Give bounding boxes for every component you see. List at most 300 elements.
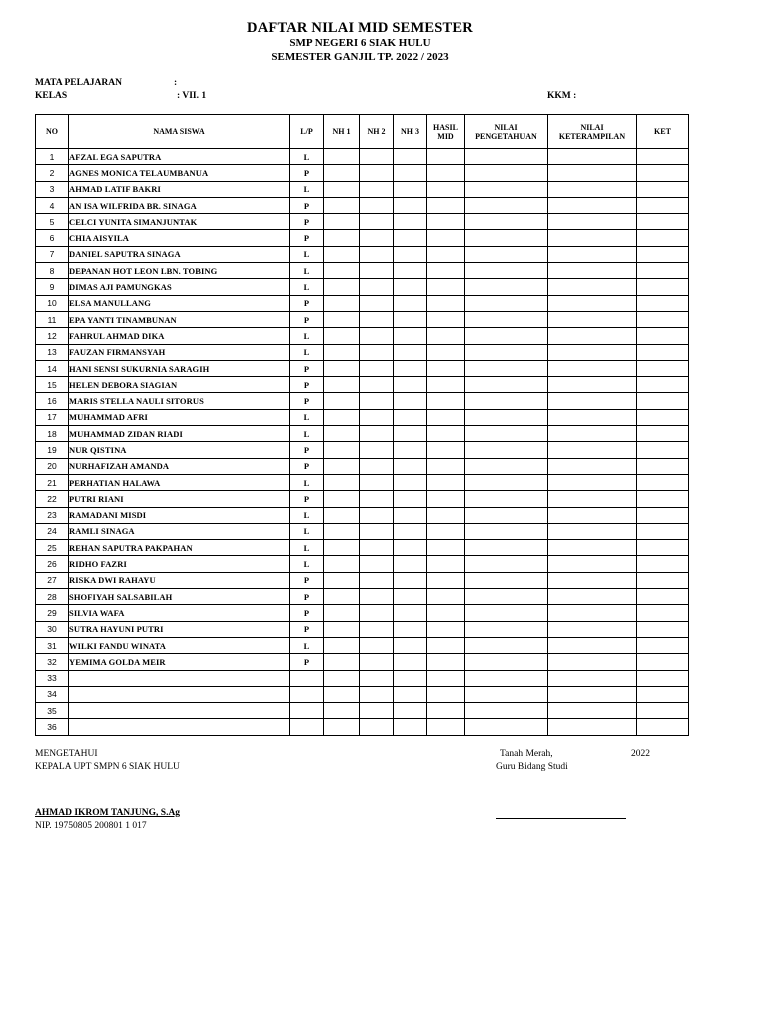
student-gender: P	[290, 165, 324, 181]
student-name: HANI SENSI SUKURNIA SARAGIH	[69, 360, 290, 376]
table-row	[36, 523, 689, 539]
subject-separator: :	[174, 78, 178, 88]
hasil-mid-cell	[427, 556, 465, 572]
nh2-cell	[360, 311, 394, 327]
ket-cell	[637, 491, 689, 507]
student-gender: L	[290, 540, 324, 556]
nh3-cell	[394, 654, 427, 670]
kkm-label: KKM :	[547, 91, 577, 101]
hasil-mid-cell	[427, 670, 465, 686]
principal-title: KEPALA UPT SMPN 6 SIAK HULU	[35, 762, 180, 772]
pengetahuan-cell	[465, 279, 548, 295]
nh2-cell	[360, 442, 394, 458]
hasil-mid-cell	[427, 703, 465, 719]
nh3-cell	[394, 572, 427, 588]
nh2-cell	[360, 165, 394, 181]
student-gender: L	[290, 523, 324, 539]
nh1-cell	[324, 719, 360, 735]
student-name: ELSA MANULLANG	[69, 295, 290, 311]
table-row	[36, 670, 689, 686]
ket-cell	[637, 556, 689, 572]
ket-cell	[637, 540, 689, 556]
hasil-mid-cell	[427, 393, 465, 409]
table-row	[36, 165, 689, 181]
row-number: 32	[36, 654, 69, 670]
student-gender: P	[290, 197, 324, 213]
keterampilan-cell	[548, 311, 637, 327]
header-nh1: NH 1	[324, 115, 360, 149]
student-name: RAMADANI MISDI	[69, 507, 290, 523]
hasil-mid-cell	[427, 621, 465, 637]
nh1-cell	[324, 572, 360, 588]
keterampilan-cell	[548, 149, 637, 165]
nh3-cell	[394, 703, 427, 719]
table-row	[36, 149, 689, 165]
document-title: DAFTAR NILAI MID SEMESTER	[247, 20, 473, 36]
date-year: 2022	[631, 749, 650, 759]
nh1-cell	[324, 686, 360, 702]
header-lp: L/P	[290, 115, 324, 149]
pengetahuan-cell	[465, 621, 548, 637]
student-name: MARIS STELLA NAULI SITORUS	[69, 393, 290, 409]
ket-cell	[637, 670, 689, 686]
row-number: 4	[36, 197, 69, 213]
keterampilan-cell	[548, 474, 637, 490]
student-name: NUR QISTINA	[69, 442, 290, 458]
table-row	[36, 507, 689, 523]
hasil-mid-cell	[427, 409, 465, 425]
row-number: 24	[36, 523, 69, 539]
nh1-cell	[324, 377, 360, 393]
nh1-cell	[324, 442, 360, 458]
table-row	[36, 377, 689, 393]
pengetahuan-cell	[465, 556, 548, 572]
ket-cell	[637, 181, 689, 197]
row-number: 2	[36, 165, 69, 181]
row-number: 8	[36, 263, 69, 279]
student-gender: P	[290, 311, 324, 327]
row-number: 6	[36, 230, 69, 246]
nh2-cell	[360, 181, 394, 197]
keterampilan-cell	[548, 344, 637, 360]
nh2-cell	[360, 572, 394, 588]
pengetahuan-cell	[465, 654, 548, 670]
pengetahuan-cell	[465, 214, 548, 230]
nh2-cell	[360, 540, 394, 556]
nh1-cell	[324, 409, 360, 425]
student-gender: P	[290, 230, 324, 246]
nh1-cell	[324, 263, 360, 279]
nh1-cell	[324, 393, 360, 409]
row-number: 15	[36, 377, 69, 393]
nh1-cell	[324, 605, 360, 621]
table-row	[36, 409, 689, 425]
header-keterampilan-line1: NILAI	[580, 122, 604, 132]
student-name: FAUZAN FIRMANSYAH	[69, 344, 290, 360]
student-name	[69, 719, 290, 735]
student-name: HELEN DEBORA SIAGIAN	[69, 377, 290, 393]
hasil-mid-cell	[427, 637, 465, 653]
nh1-cell	[324, 181, 360, 197]
ket-cell	[637, 263, 689, 279]
nh3-cell	[394, 589, 427, 605]
ket-cell	[637, 686, 689, 702]
table-row	[36, 442, 689, 458]
hasil-mid-cell	[427, 295, 465, 311]
nh2-cell	[360, 556, 394, 572]
nh3-cell	[394, 165, 427, 181]
keterampilan-cell	[548, 605, 637, 621]
row-number: 23	[36, 507, 69, 523]
nh2-cell	[360, 605, 394, 621]
nh2-cell	[360, 279, 394, 295]
ket-cell	[637, 246, 689, 262]
nh3-cell	[394, 149, 427, 165]
hasil-mid-cell	[427, 719, 465, 735]
nh2-cell	[360, 214, 394, 230]
pengetahuan-cell	[465, 409, 548, 425]
teacher-title: Guru Bidang Studi	[496, 762, 568, 772]
nh3-cell	[394, 491, 427, 507]
row-number: 3	[36, 181, 69, 197]
pengetahuan-cell	[465, 344, 548, 360]
semester-label: SEMESTER GANJIL TP. 2022 / 2023	[271, 51, 449, 63]
table-row	[36, 214, 689, 230]
hasil-mid-cell	[427, 686, 465, 702]
nh1-cell	[324, 214, 360, 230]
hasil-mid-cell	[427, 540, 465, 556]
keterampilan-cell	[548, 295, 637, 311]
nh3-cell	[394, 311, 427, 327]
student-gender	[290, 703, 324, 719]
nh2-cell	[360, 474, 394, 490]
hasil-mid-cell	[427, 214, 465, 230]
ket-cell	[637, 279, 689, 295]
student-name: SILVIA WAFA	[69, 605, 290, 621]
nh1-cell	[324, 670, 360, 686]
student-gender: L	[290, 556, 324, 572]
pengetahuan-cell	[465, 426, 548, 442]
row-number: 14	[36, 360, 69, 376]
ket-cell	[637, 214, 689, 230]
keterampilan-cell	[548, 589, 637, 605]
nh2-cell	[360, 328, 394, 344]
student-gender: L	[290, 409, 324, 425]
table-row	[36, 556, 689, 572]
student-name: REHAN SAPUTRA PAKPAHAN	[69, 540, 290, 556]
student-name: NURHAFIZAH AMANDA	[69, 458, 290, 474]
keterampilan-cell	[548, 491, 637, 507]
keterampilan-cell	[548, 165, 637, 181]
table-row	[36, 197, 689, 213]
nh3-cell	[394, 344, 427, 360]
row-number: 28	[36, 589, 69, 605]
nh2-cell	[360, 719, 394, 735]
keterampilan-cell	[548, 393, 637, 409]
student-gender: L	[290, 246, 324, 262]
student-name: DIMAS AJI PAMUNGKAS	[69, 279, 290, 295]
nh2-cell	[360, 263, 394, 279]
pengetahuan-cell	[465, 311, 548, 327]
header-pengetahuan-line1: NILAI	[494, 122, 518, 132]
nh3-cell	[394, 360, 427, 376]
pengetahuan-cell	[465, 246, 548, 262]
row-number: 31	[36, 637, 69, 653]
student-gender: P	[290, 360, 324, 376]
nh2-cell	[360, 523, 394, 539]
class-value: : VII. 1	[177, 91, 207, 101]
ket-cell	[637, 507, 689, 523]
nh2-cell	[360, 507, 394, 523]
pengetahuan-cell	[465, 458, 548, 474]
row-number: 13	[36, 344, 69, 360]
row-number: 16	[36, 393, 69, 409]
nh2-cell	[360, 246, 394, 262]
nh2-cell	[360, 344, 394, 360]
hasil-mid-cell	[427, 311, 465, 327]
student-name: DANIEL SAPUTRA SINAGA	[69, 246, 290, 262]
row-number: 12	[36, 328, 69, 344]
hasil-mid-cell	[427, 474, 465, 490]
table-row	[36, 491, 689, 507]
pengetahuan-cell	[465, 474, 548, 490]
row-number: 30	[36, 621, 69, 637]
nh3-cell	[394, 474, 427, 490]
acknowledge-label: MENGETAHUI	[35, 749, 98, 759]
table-body	[36, 149, 689, 736]
keterampilan-cell	[548, 654, 637, 670]
hasil-mid-cell	[427, 165, 465, 181]
ket-cell	[637, 654, 689, 670]
hasil-mid-cell	[427, 589, 465, 605]
header-pengetahuan-line2: PENGETAHUAN	[475, 131, 537, 141]
nh3-cell	[394, 295, 427, 311]
student-name: MUHAMMAD AFRI	[69, 409, 290, 425]
principal-name: AHMAD IKROM TANJUNG, S.Ag	[35, 808, 181, 818]
student-name: FAHRUL AHMAD DIKA	[69, 328, 290, 344]
pengetahuan-cell	[465, 703, 548, 719]
nh1-cell	[324, 491, 360, 507]
nh2-cell	[360, 409, 394, 425]
student-name: AGNES MONICA TELAUMBANUA	[69, 165, 290, 181]
ket-cell	[637, 703, 689, 719]
nh1-cell	[324, 589, 360, 605]
table-row	[36, 572, 689, 588]
row-number: 19	[36, 442, 69, 458]
nh1-cell	[324, 149, 360, 165]
nh3-cell	[394, 214, 427, 230]
nh3-cell	[394, 686, 427, 702]
nh3-cell	[394, 637, 427, 653]
header-nilai-keterampilan	[548, 115, 637, 149]
nh1-cell	[324, 246, 360, 262]
ket-cell	[637, 426, 689, 442]
nh1-cell	[324, 523, 360, 539]
student-gender: L	[290, 149, 324, 165]
nh3-cell	[394, 181, 427, 197]
ket-cell	[637, 458, 689, 474]
hasil-mid-cell	[427, 246, 465, 262]
nh2-cell	[360, 149, 394, 165]
keterampilan-cell	[548, 181, 637, 197]
student-gender: P	[290, 377, 324, 393]
keterampilan-cell	[548, 426, 637, 442]
pengetahuan-cell	[465, 523, 548, 539]
nh1-cell	[324, 165, 360, 181]
ket-cell	[637, 165, 689, 181]
student-gender: P	[290, 654, 324, 670]
student-name	[69, 686, 290, 702]
teacher-signature-line	[496, 818, 626, 819]
row-number: 1	[36, 149, 69, 165]
nh3-cell	[394, 670, 427, 686]
nh1-cell	[324, 230, 360, 246]
student-gender: P	[290, 589, 324, 605]
ket-cell	[637, 523, 689, 539]
hasil-mid-cell	[427, 523, 465, 539]
keterampilan-cell	[548, 703, 637, 719]
pengetahuan-cell	[465, 377, 548, 393]
student-name	[69, 703, 290, 719]
ket-cell	[637, 474, 689, 490]
nh2-cell	[360, 654, 394, 670]
nh1-cell	[324, 279, 360, 295]
table-row	[36, 621, 689, 637]
nh2-cell	[360, 670, 394, 686]
hasil-mid-cell	[427, 344, 465, 360]
subject-label: MATA PELAJARAN	[35, 78, 122, 88]
table-row	[36, 686, 689, 702]
hasil-mid-cell	[427, 279, 465, 295]
keterampilan-cell	[548, 214, 637, 230]
student-gender	[290, 670, 324, 686]
header-keterampilan-line2: KETERAMPILAN	[558, 131, 626, 141]
header-hasil-mid	[427, 115, 465, 149]
ket-cell	[637, 377, 689, 393]
hasil-mid-cell	[427, 181, 465, 197]
keterampilan-cell	[548, 621, 637, 637]
school-name: SMP NEGERI 6 SIAK HULU	[289, 37, 431, 49]
keterampilan-cell	[548, 572, 637, 588]
row-number: 26	[36, 556, 69, 572]
ket-cell	[637, 149, 689, 165]
student-name: AFZAL EGA SAPUTRA	[69, 149, 290, 165]
ket-cell	[637, 360, 689, 376]
row-number: 5	[36, 214, 69, 230]
nh2-cell	[360, 295, 394, 311]
nh3-cell	[394, 197, 427, 213]
table-row	[36, 426, 689, 442]
nh3-cell	[394, 507, 427, 523]
nh3-cell	[394, 621, 427, 637]
table-row	[36, 589, 689, 605]
nh1-cell	[324, 474, 360, 490]
nh2-cell	[360, 637, 394, 653]
keterampilan-cell	[548, 442, 637, 458]
hasil-mid-cell	[427, 197, 465, 213]
row-number: 20	[36, 458, 69, 474]
pengetahuan-cell	[465, 540, 548, 556]
nh3-cell	[394, 458, 427, 474]
nh3-cell	[394, 377, 427, 393]
ket-cell	[637, 442, 689, 458]
nh1-cell	[324, 311, 360, 327]
student-gender: P	[290, 442, 324, 458]
nh1-cell	[324, 360, 360, 376]
pengetahuan-cell	[465, 181, 548, 197]
nh3-cell	[394, 442, 427, 458]
nh3-cell	[394, 246, 427, 262]
student-gender: P	[290, 572, 324, 588]
row-number: 7	[36, 246, 69, 262]
student-gender: P	[290, 491, 324, 507]
student-name: RIDHO FAZRI	[69, 556, 290, 572]
hasil-mid-cell	[427, 230, 465, 246]
student-name: WILKI FANDU WINATA	[69, 637, 290, 653]
student-name: DEPANAN HOT LEON LBN. TOBING	[69, 263, 290, 279]
nh3-cell	[394, 279, 427, 295]
pengetahuan-cell	[465, 719, 548, 735]
table-row	[36, 263, 689, 279]
keterampilan-cell	[548, 409, 637, 425]
header-nh3: NH 3	[394, 115, 427, 149]
student-name: EPA YANTI TINAMBUNAN	[69, 311, 290, 327]
keterampilan-cell	[548, 197, 637, 213]
nh3-cell	[394, 409, 427, 425]
principal-nip: NIP. 19750805 200801 1 017	[35, 821, 147, 831]
nh2-cell	[360, 458, 394, 474]
hasil-mid-cell	[427, 572, 465, 588]
student-name: MUHAMMAD ZIDAN RIADI	[69, 426, 290, 442]
hasil-mid-cell	[427, 654, 465, 670]
table-row	[36, 360, 689, 376]
ket-cell	[637, 344, 689, 360]
student-gender	[290, 686, 324, 702]
hasil-mid-cell	[427, 491, 465, 507]
student-gender	[290, 719, 324, 735]
pengetahuan-cell	[465, 149, 548, 165]
student-name: AN ISA WILFRIDA BR. SINAGA	[69, 197, 290, 213]
row-number: 10	[36, 295, 69, 311]
student-gender: L	[290, 507, 324, 523]
keterampilan-cell	[548, 540, 637, 556]
pengetahuan-cell	[465, 589, 548, 605]
hasil-mid-cell	[427, 377, 465, 393]
row-number: 11	[36, 311, 69, 327]
row-number: 35	[36, 703, 69, 719]
student-gender: P	[290, 458, 324, 474]
pengetahuan-cell	[465, 442, 548, 458]
nh1-cell	[324, 295, 360, 311]
student-name: CHIA AISYILA	[69, 230, 290, 246]
hasil-mid-cell	[427, 360, 465, 376]
grades-table	[35, 114, 689, 736]
nh2-cell	[360, 703, 394, 719]
nh1-cell	[324, 637, 360, 653]
table-row	[36, 654, 689, 670]
row-number: 25	[36, 540, 69, 556]
ket-cell	[637, 197, 689, 213]
row-number: 27	[36, 572, 69, 588]
student-gender: L	[290, 474, 324, 490]
student-gender: L	[290, 344, 324, 360]
student-gender: L	[290, 279, 324, 295]
row-number: 29	[36, 605, 69, 621]
student-gender: P	[290, 393, 324, 409]
pengetahuan-cell	[465, 572, 548, 588]
table-header-row	[36, 115, 689, 149]
row-number: 18	[36, 426, 69, 442]
